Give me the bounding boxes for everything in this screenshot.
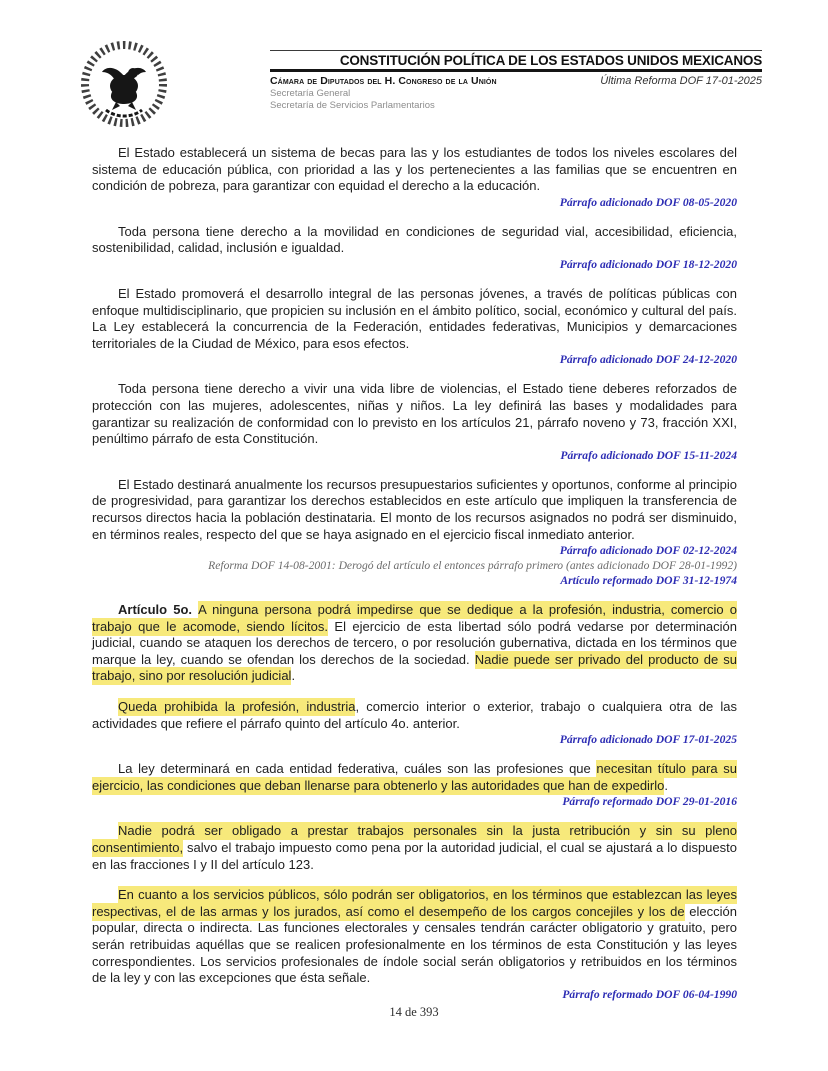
- paragraph-block: [92, 477, 737, 588]
- text-run: La ley determinará en cada entidad federativa, cuáles son las profesiones que: [118, 761, 597, 777]
- paragraph-block: [92, 887, 737, 1002]
- text-run: , comercio interior o exterior, trabajo o cualquiera otra de las actividades que refiere el párrafo quinto del artículo 4o. anterior.: [92, 699, 738, 731]
- reform-annotation: Reforma DOF 14-08-2001: Derogó del artículo el entonces párrafo primero (antes adicionado DOF 28-01-1992): [208, 559, 737, 573]
- secretariat-servicios: Secretaría de Servicios Parlamentarios: [270, 99, 435, 111]
- text-run: elección popular, directa o indirecta. Las funciones electorales y censales tendrán carácter obligatorio y gratuito, pero serán retribuidas aquéllas que se realicen profesionalmente en los términos de esta Constitución y las leyes correspondientes. Los servicios profesionales de índole social serán obligatorios y retribuidos en los términos de la ley y con las excepciones que ésta señale.: [92, 903, 737, 986]
- paragraph: [92, 699, 737, 732]
- paragraph-block: [92, 381, 737, 462]
- reform-annotation: Artículo reformado DOF 31-12-1974: [560, 574, 737, 588]
- highlighted-text: A ninguna persona podrá impedirse que se dedique a la profesión, industria, comercio o trabajo que le acomode, siendo lícitos.: [92, 602, 737, 634]
- reform-annotation: Párrafo adicionado DOF 18-12-2020: [559, 257, 737, 271]
- paragraph: [92, 602, 737, 685]
- paragraph: [92, 761, 737, 794]
- text-run: salvo el trabajo impuesto como pena por la autoridad judicial, el cual se ajustará a lo dispuesto en las fracciones I y II del artículo 123.: [92, 840, 737, 872]
- highlighted-text: Nadie puede ser privado del producto de su trabajo, sino por resolución judicial: [92, 651, 737, 684]
- reform-annotation: Párrafo adicionado DOF 17-01-2025: [559, 733, 737, 747]
- text-run: El Estado promoverá el desarrollo integral de las personas jóvenes, a través de políticas públicas con enfoque multidisciplinario, que propicien su inclusión en el ámbito político, social, económico y cultural del país. La Ley establecerá la concurrencia de la Federación, entidades federativas, Municipios y demarcaciones territoriales de la Ciudad de México, para esos efectos.: [92, 285, 737, 351]
- highlighted-text: necesitan título para su ejercicio, las condiciones que deban llenarse para obtenerlo y las autoridades que han de expedirlo: [92, 761, 737, 793]
- paragraph-block: [92, 224, 737, 272]
- secretariat-general: Secretaría General: [270, 88, 351, 99]
- text-run: Toda persona tiene derecho a la movilidad en condiciones de seguridad vial, accesibilidad, eficiencia, sostenibilidad, calidad, inclusión e igualdad.: [92, 223, 737, 256]
- text-run: El ejercicio de esta libertad sólo podrá vedarse por determinación judicial, cuando se ataquen los derechos de tercero, o por resolución gubernativa, dictada en los términos que marque la ley, cuando se ofendan los derechos de la sociedad.: [92, 618, 737, 667]
- page-number: 14 de 393: [389, 1005, 439, 1019]
- text-run: .: [664, 777, 669, 793]
- reform-annotation: Párrafo adicionado DOF 15-11-2024: [560, 448, 737, 462]
- document-body: [92, 145, 737, 1016]
- secretariats: [270, 88, 435, 111]
- text-run: Toda persona tiene derecho a vivir una vida libre de violencias, el Estado tiene deberes reforzados de protección con las mujeres, adolescentes, niñas y niños. La ley definirá las bases y modalidades para garantizar su realización de conformidad con lo previsto en los artículos 21, párrafo noveno y 73, fracción XXI, penúltimo párrafo de esta Constitución.: [92, 381, 737, 447]
- paragraph: [92, 823, 737, 873]
- paragraph-block: [92, 761, 737, 809]
- paragraph: [92, 477, 737, 543]
- paragraph: [92, 887, 737, 987]
- coat-of-arms-icon: [72, 40, 176, 128]
- paragraph: [92, 145, 737, 195]
- highlighted-text: Queda prohibida la profesión, industria: [118, 699, 356, 715]
- mexico-coat-of-arms-logo: [72, 40, 176, 128]
- document-title: CONSTITUCIÓN POLÍTICA DE LOS ESTADOS UNIDOS MEXICANOS: [339, 53, 762, 68]
- header-rule-bottom: [270, 69, 762, 72]
- highlighted-text: En cuanto a los servicios públicos, sólo podrán ser obligatorios, en los términos que establezcan las leyes respectivas, el de las armas y los jurados, así como el desempeño de los cargos concejiles y los de: [92, 887, 737, 919]
- reform-annotation: Párrafo reformado DOF 29-01-2016: [562, 795, 737, 809]
- paragraph-block: [92, 602, 737, 685]
- text-run: El Estado destinará anualmente los recursos presupuestarios suficientes y oportunos, conforme al principio de progresividad, para garantizar los derechos establecidos en este artículo que impliquen la transferencia de recursos directos hacia la población destinataria. El monto de los recursos asignados no podrá ser disminuido, en términos reales, respecto del que se haya asignado en el ejercicio fiscal inmediato anterior.: [92, 476, 737, 542]
- paragraph-block: [92, 823, 737, 873]
- text-run: El Estado establecerá un sistema de becas para las y los estudiantes de todos los niveles escolares del sistema de educación pública, con prioridad a las y los pertenecientes a las familias que se encuentren en condición de pobreza, para garantizar con equidad el derecho a la educación.: [92, 145, 737, 194]
- chamber-name: Cámara de Diputados del H. Congreso de la Unión: [270, 75, 497, 87]
- last-reform-note: Última Reforma DOF 17-01-2025: [600, 75, 762, 87]
- paragraph-block: [92, 699, 737, 747]
- header-rule-top: [270, 50, 762, 51]
- reform-annotation: Párrafo reformado DOF 06-04-1990: [562, 987, 737, 1001]
- reform-annotation: Párrafo adicionado DOF 24-12-2020: [559, 353, 737, 367]
- highlighted-text: Nadie podrá ser obligado a prestar trabajos personales sin la justa retribución y sin su pleno consentimiento,: [92, 823, 737, 856]
- reform-annotation: Párrafo adicionado DOF 08-05-2020: [559, 195, 737, 209]
- article-label: Artículo 5o.: [118, 602, 199, 618]
- paragraph: [92, 286, 737, 352]
- paragraph-block: [92, 286, 737, 367]
- paragraph: [92, 224, 737, 257]
- paragraph: [92, 381, 737, 447]
- text-run: .: [291, 668, 296, 684]
- paragraph-block: [92, 145, 737, 210]
- reform-annotation: Párrafo adicionado DOF 02-12-2024: [559, 544, 737, 558]
